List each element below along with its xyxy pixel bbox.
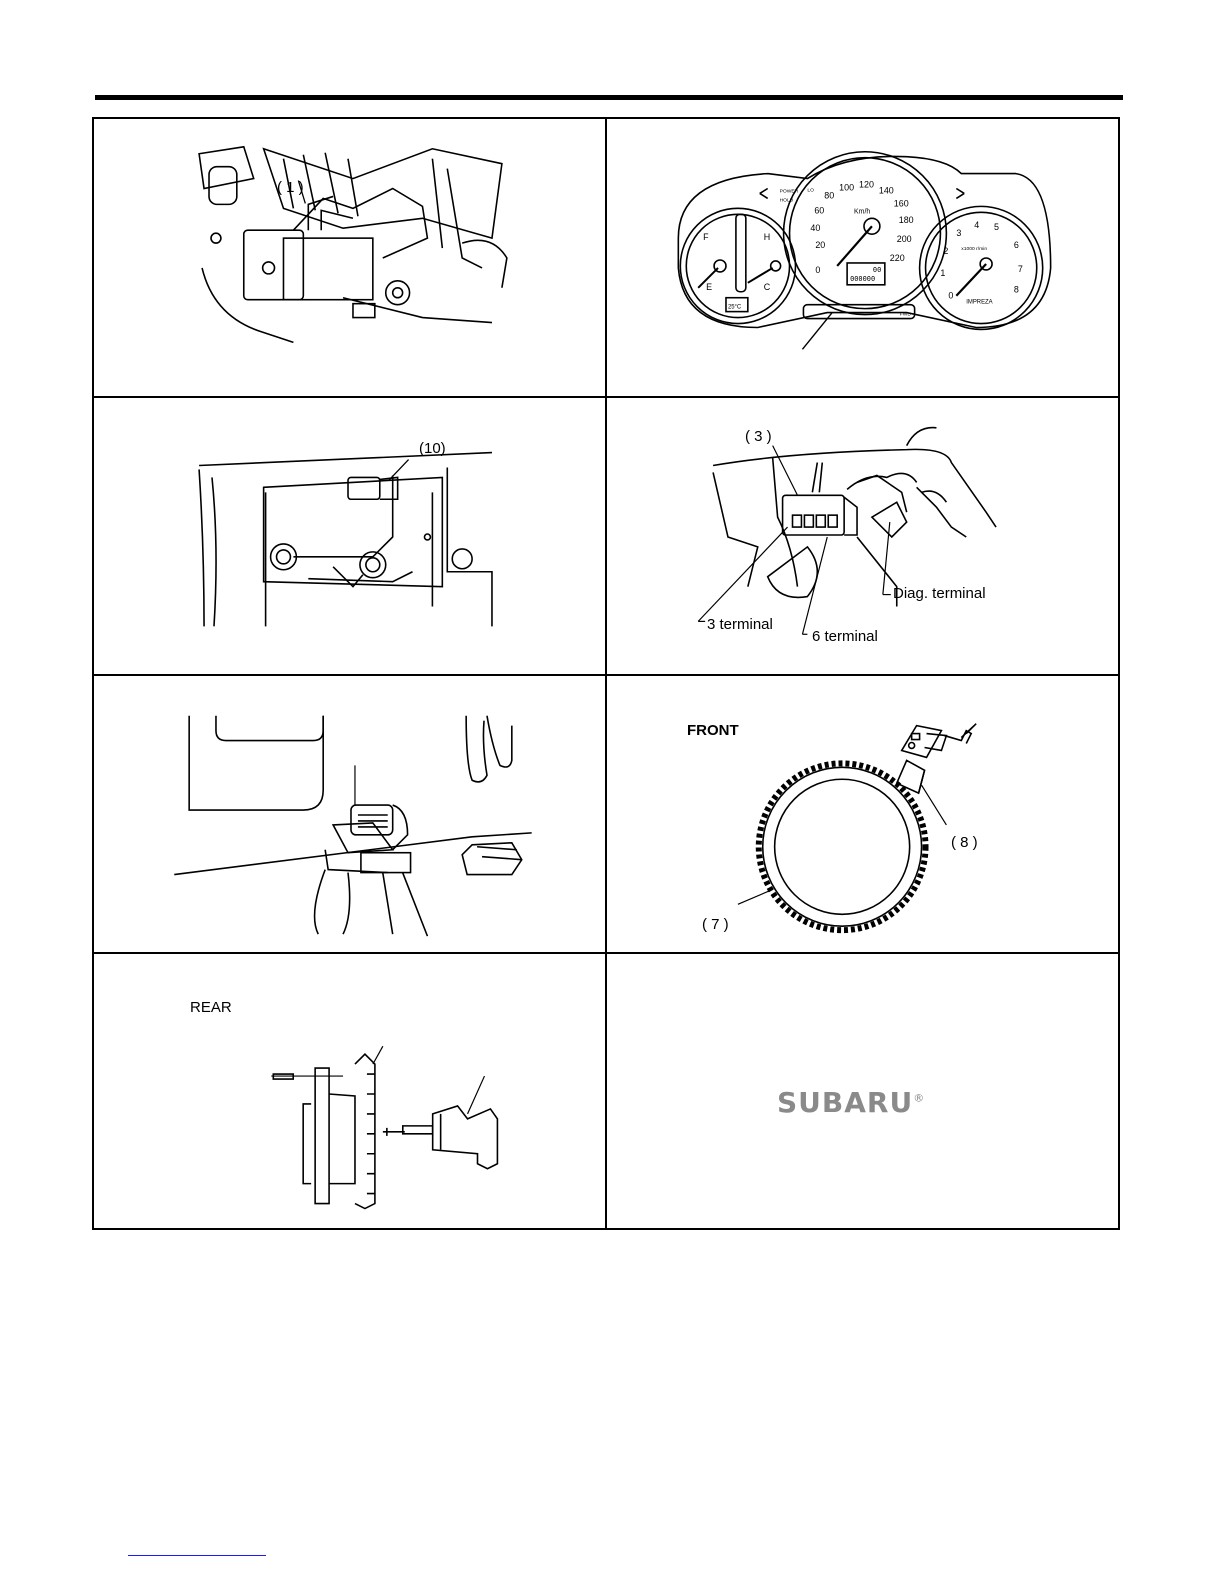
temp-cold: C xyxy=(763,281,771,292)
indicator-lo: LO xyxy=(807,188,815,194)
rpm-5: 5 xyxy=(994,222,1000,233)
callout-3: ( 3 ) xyxy=(745,428,772,445)
callout-8: ( 8 ) xyxy=(951,834,978,851)
rpm-3: 3 xyxy=(956,228,962,239)
subaru-logo xyxy=(777,1086,925,1119)
fuel-empty: E xyxy=(706,281,713,292)
speed-140: 140 xyxy=(878,185,894,196)
label-6-terminal: 6 terminal xyxy=(812,628,878,645)
speed-80: 80 xyxy=(824,190,835,201)
label-3-terminal: 3 terminal xyxy=(707,616,773,633)
temp-hot: H xyxy=(763,232,771,243)
combination-meter-illustration xyxy=(607,119,1118,396)
hydraulic-unit-illustration xyxy=(94,119,605,396)
callout-1: ( 1 ) xyxy=(277,179,304,196)
rpm-4: 4 xyxy=(974,220,980,231)
rpm-6: 6 xyxy=(1013,240,1019,251)
label-diag-terminal: Diag. terminal xyxy=(893,585,986,602)
fuel-full: F xyxy=(703,232,709,243)
figure-data-link-connector xyxy=(94,676,607,954)
connector-10-illustration xyxy=(94,398,605,674)
callout-10: (10) xyxy=(419,440,446,457)
rear-sensor-illustration xyxy=(94,954,605,1228)
subaru-logo-mark: ® xyxy=(913,1091,926,1105)
header-rule xyxy=(95,95,1123,100)
indicator-hold: HOLD xyxy=(779,198,794,204)
figure-hydraulic-unit xyxy=(94,119,607,398)
label-rear: REAR xyxy=(190,999,232,1016)
figure-rear-sensor xyxy=(94,954,607,1228)
speed-100: 100 xyxy=(839,182,855,193)
lcd-trip: 00 xyxy=(872,265,882,274)
indicator-power: POWER xyxy=(779,189,799,195)
speed-220: 220 xyxy=(889,252,905,263)
lcd-temperature: 25°C xyxy=(727,304,742,311)
speed-200: 200 xyxy=(896,234,912,245)
indicator-fwd: FWD xyxy=(899,312,912,318)
speed-0: 0 xyxy=(815,264,821,275)
rpm-7: 7 xyxy=(1017,263,1023,274)
rpm-0: 0 xyxy=(948,290,954,301)
speed-120: 120 xyxy=(859,179,874,190)
speed-40: 40 xyxy=(810,223,821,234)
callout-7: ( 7 ) xyxy=(702,916,729,933)
brand: IMPREZA xyxy=(966,299,993,306)
speed-60: 60 xyxy=(814,205,825,216)
speed-20: 20 xyxy=(815,240,826,251)
rpm-2: 2 xyxy=(943,246,949,257)
speed-unit: Km/h xyxy=(854,208,871,216)
lcd-odometer: 000000 xyxy=(850,274,876,283)
speed-180: 180 xyxy=(898,215,914,226)
figure-grid xyxy=(92,117,1120,1230)
rpm-1: 1 xyxy=(940,267,946,278)
speed-160: 160 xyxy=(893,198,909,209)
figure-front-sensor xyxy=(607,676,1118,954)
rpm-8: 8 xyxy=(1013,284,1019,295)
figure-connector-10 xyxy=(94,398,607,676)
front-sensor-illustration xyxy=(607,676,1118,952)
footer-link-rule[interactable] xyxy=(128,1555,266,1556)
subaru-logo-text: SUBARU xyxy=(777,1086,914,1119)
figure-diagnosis-connector xyxy=(607,398,1118,676)
figure-subaru-logo xyxy=(607,954,1118,1228)
rpm-unit: x1000 r/min xyxy=(961,247,988,253)
data-link-connector-illustration xyxy=(94,676,605,952)
figure-combination-meter xyxy=(607,119,1118,398)
label-front: FRONT xyxy=(687,722,739,739)
